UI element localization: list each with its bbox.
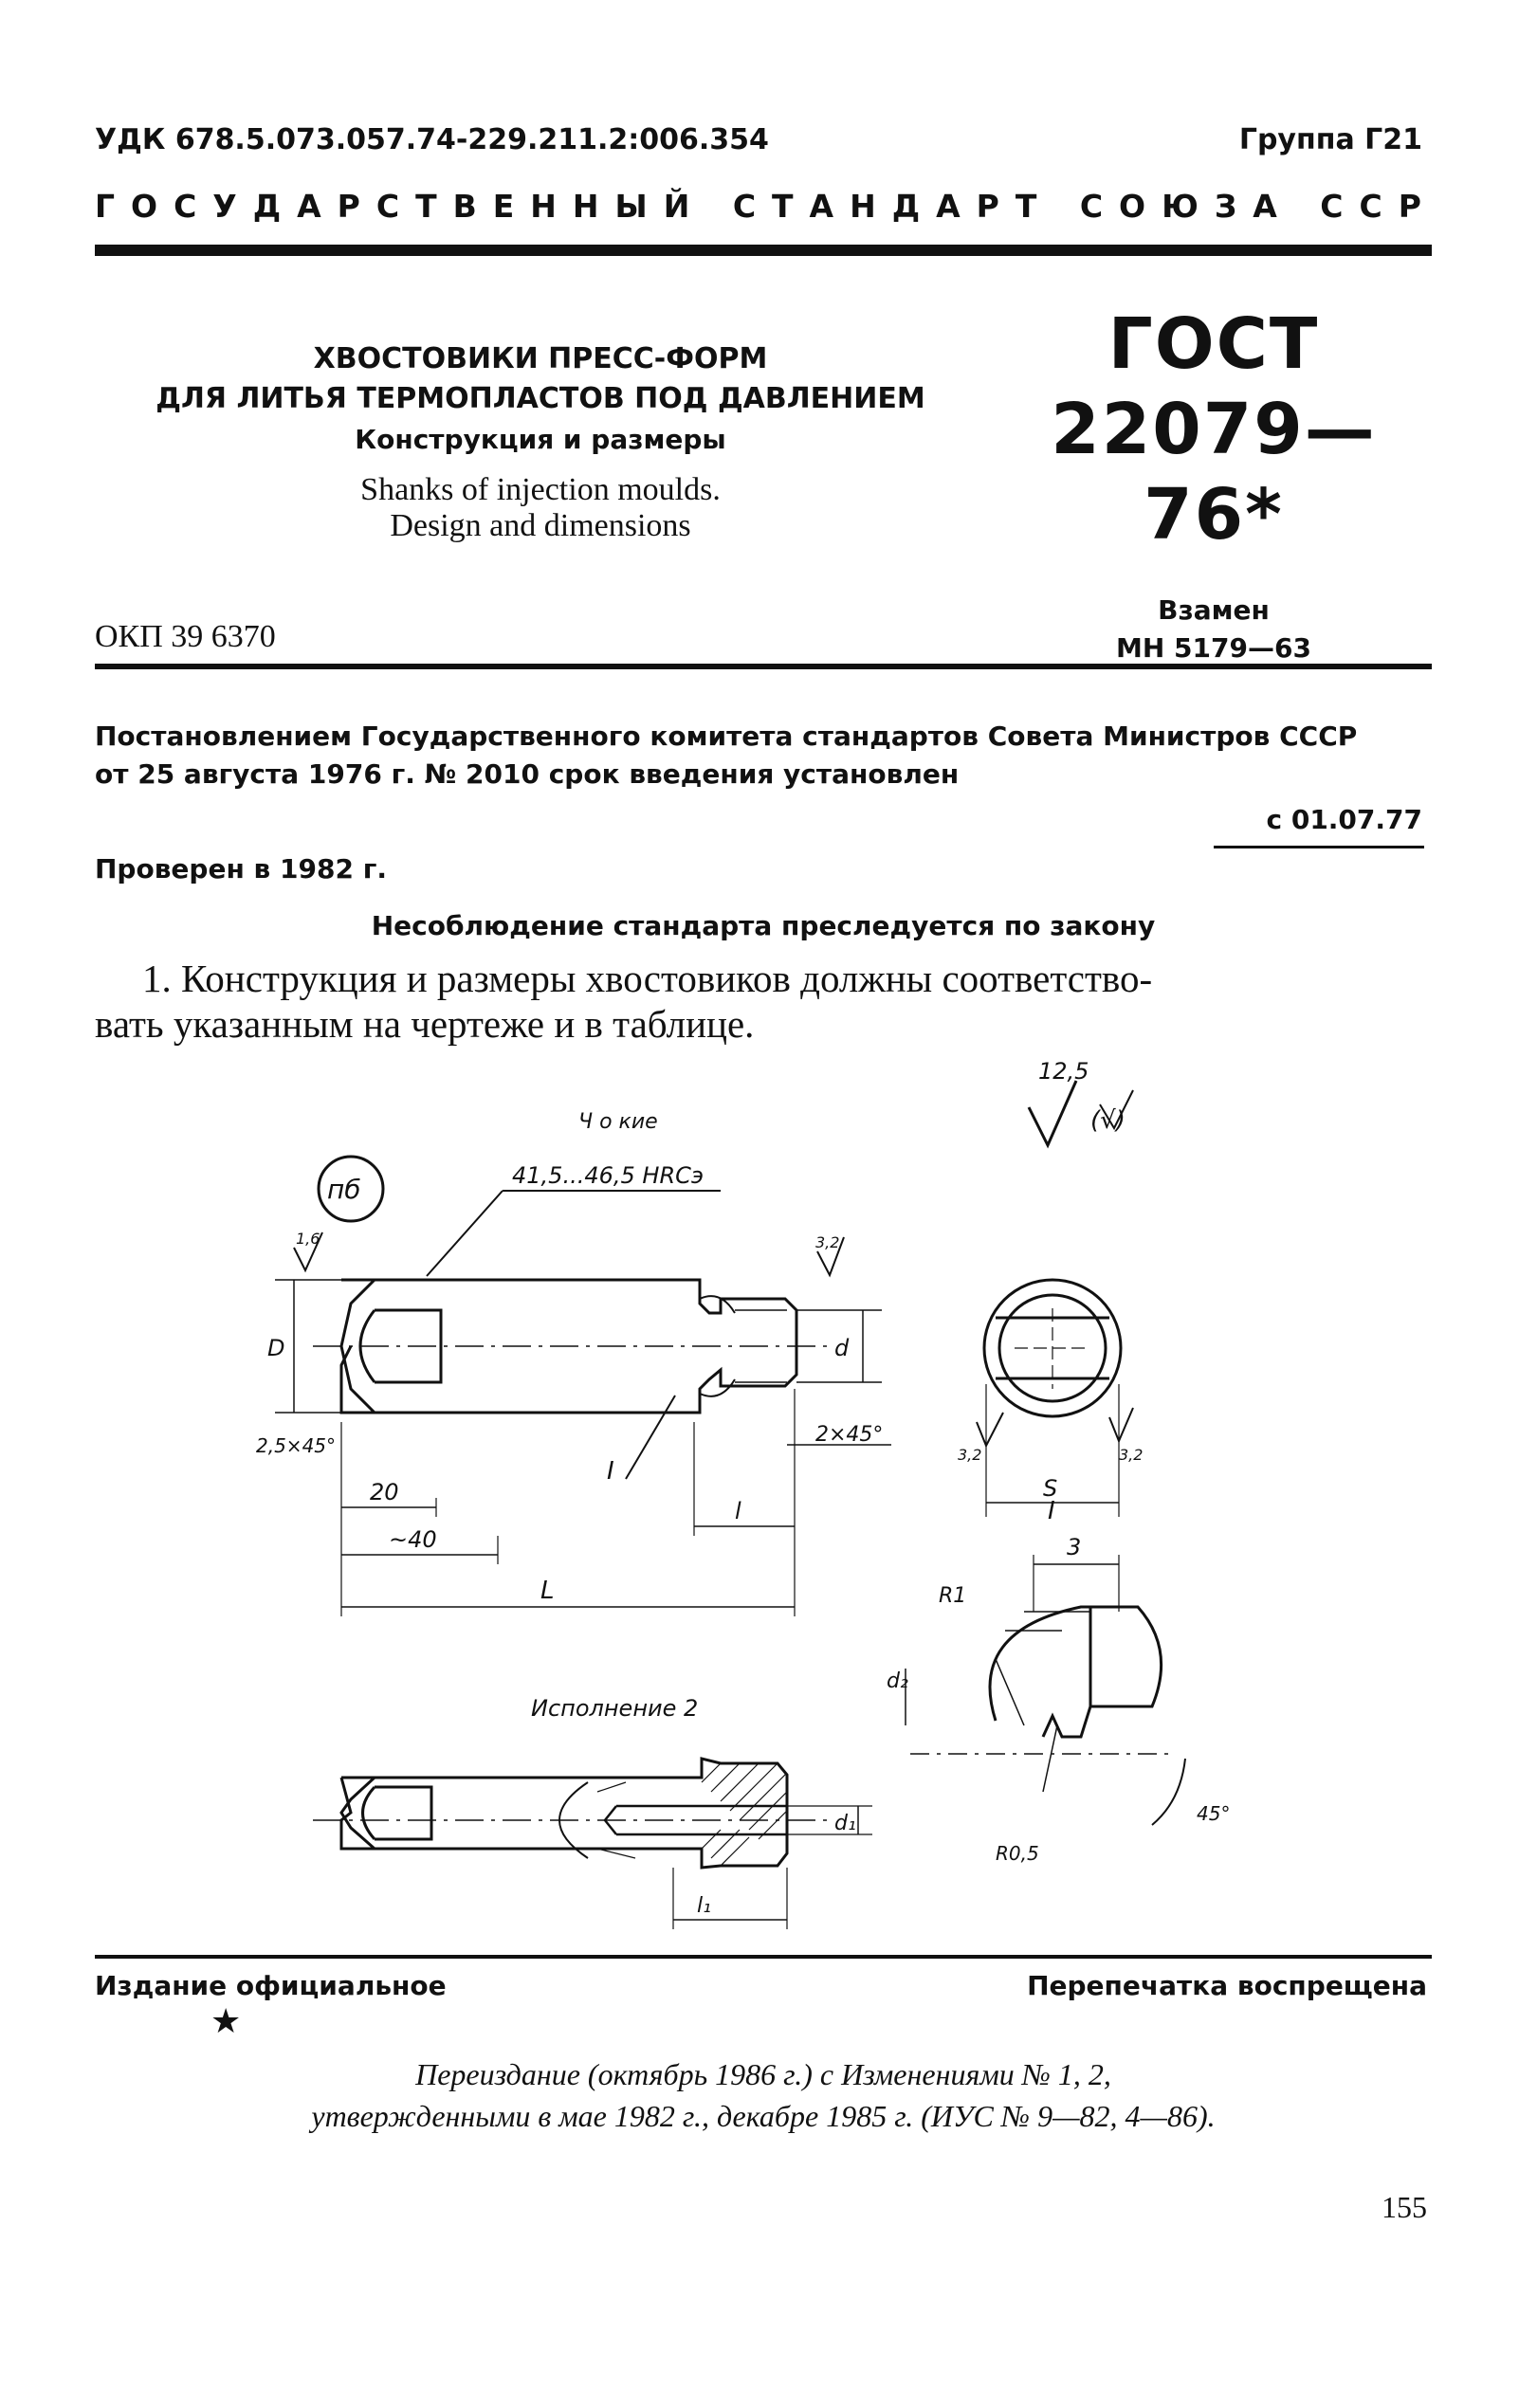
decree-line-1: Постановлением Государственного комитета стандартов Совета Министров СССР bbox=[95, 721, 1358, 752]
header-thick-rule bbox=[95, 245, 1432, 256]
gost-number: 22079—76* bbox=[1051, 389, 1377, 556]
replaces-label: Взамен bbox=[1158, 594, 1270, 626]
title-line-3: Конструкция и размеры bbox=[355, 424, 726, 455]
detail-I-label: I bbox=[1048, 1497, 1055, 1525]
replaces-standard: МН 5179—63 bbox=[1116, 632, 1311, 664]
gost-label: ГОСТ bbox=[1107, 303, 1320, 385]
reprint-prohibited: Перепечатка воспрещена bbox=[1027, 1970, 1427, 2001]
udk-code: УДК 678.5.073.057.74-229.211.2:006.354 bbox=[95, 123, 769, 156]
roughness-32a: 3,2 bbox=[958, 1446, 982, 1464]
roughness-top-value: 12,5 bbox=[1038, 1062, 1089, 1085]
note-top: Ч о кие bbox=[578, 1110, 658, 1134]
title-en-2: Design and dimensions bbox=[390, 508, 691, 543]
gost-block bbox=[1005, 301, 1422, 667]
hardness-leader bbox=[427, 1191, 503, 1276]
dim-3-label: 3 bbox=[1067, 1534, 1082, 1560]
dim-l1-label: l₁ bbox=[697, 1894, 711, 1918]
page-number: 155 bbox=[1382, 2190, 1427, 2224]
okp-rule bbox=[95, 664, 1432, 669]
variant2-title: Исполнение 2 bbox=[531, 1695, 699, 1722]
dim-R1-label: R1 bbox=[939, 1584, 967, 1608]
variant2-outline bbox=[341, 1759, 787, 1868]
mark-pb: пб bbox=[327, 1174, 361, 1205]
roughness-16: 1,6 bbox=[296, 1230, 320, 1248]
decree-line-2: от 25 августа 1976 г. № 2010 срок введения установлен bbox=[95, 758, 960, 790]
dim-45-label: 45° bbox=[1197, 1802, 1231, 1825]
title-line-1: ХВОСТОВИКИ ПРЕСС-ФОРМ bbox=[313, 342, 768, 375]
dim-d-label: d bbox=[834, 1335, 850, 1361]
dim-40-label: ~40 bbox=[389, 1526, 437, 1553]
effective-underline bbox=[1214, 846, 1424, 848]
roughness-symbol-top bbox=[1029, 1081, 1076, 1145]
dim-S-label: S bbox=[1043, 1475, 1058, 1502]
dim-20-label: 20 bbox=[370, 1479, 399, 1505]
official-edition: Издание официальное bbox=[95, 1970, 447, 2001]
reissue-line-1: Переиздание (октябрь 1986 г.) с Изменениями № 1, 2, bbox=[415, 2057, 1111, 2091]
group-code: Группа Г21 bbox=[1238, 123, 1422, 156]
clause-1-line-2: вать указанным на чертеже и в таблице. bbox=[95, 1002, 755, 1046]
detail-I-profile bbox=[990, 1607, 1162, 1737]
dim-d2-label: d₂ bbox=[887, 1669, 908, 1693]
callout-I-leader bbox=[626, 1396, 675, 1479]
hardness-value: 41,5...46,5 HRCэ bbox=[512, 1162, 705, 1189]
angle-45-arc bbox=[1152, 1759, 1185, 1825]
roughness-3: 3,2 bbox=[815, 1233, 840, 1251]
dim-R05-label: R0,5 bbox=[996, 1842, 1039, 1865]
roughness-32b: 3,2 bbox=[1119, 1446, 1144, 1464]
chamfer-left: 2,5×45° bbox=[256, 1434, 337, 1457]
star-icon: ★ bbox=[210, 2002, 242, 2041]
title-block bbox=[114, 339, 967, 544]
dim-l-label: l bbox=[735, 1498, 741, 1524]
callout-I: I bbox=[607, 1457, 614, 1486]
dim-d1-label: d₁ bbox=[834, 1812, 856, 1835]
dim-L-label: L bbox=[540, 1577, 555, 1605]
chamfer-right: 2×45° bbox=[815, 1423, 884, 1447]
checked-year: Проверен в 1982 г. bbox=[95, 853, 387, 885]
dim-D-label: D bbox=[267, 1335, 285, 1361]
roughness-rest-note: (√) bbox=[1090, 1106, 1126, 1135]
footer-rule bbox=[95, 1955, 1432, 1959]
reissue-line-2: утвержденными в мае 1982 г., декабре 1985 г. (ИУС № 9—82, 4—86). bbox=[311, 2099, 1216, 2133]
title-line-2: ДЛЯ ЛИТЬЯ ТЕРМОПЛАСТОВ ПОД ДАВЛЕНИЕМ bbox=[156, 382, 925, 415]
okp-code: ОКП 39 6370 bbox=[95, 619, 276, 654]
clause-1-line-1: 1. Конструкция и размеры хвостовиков должны соответство- bbox=[142, 957, 1153, 1000]
law-warning: Несоблюдение стандарта преследуется по закону bbox=[371, 910, 1156, 941]
title-en-1: Shanks of injection moulds. bbox=[360, 472, 721, 507]
org-title: ГОСУДАРСТВЕННЫЙ СТАНДАРТ СОЮЗА ССР bbox=[95, 188, 1437, 225]
effective-date: с 01.07.77 bbox=[1266, 804, 1422, 835]
